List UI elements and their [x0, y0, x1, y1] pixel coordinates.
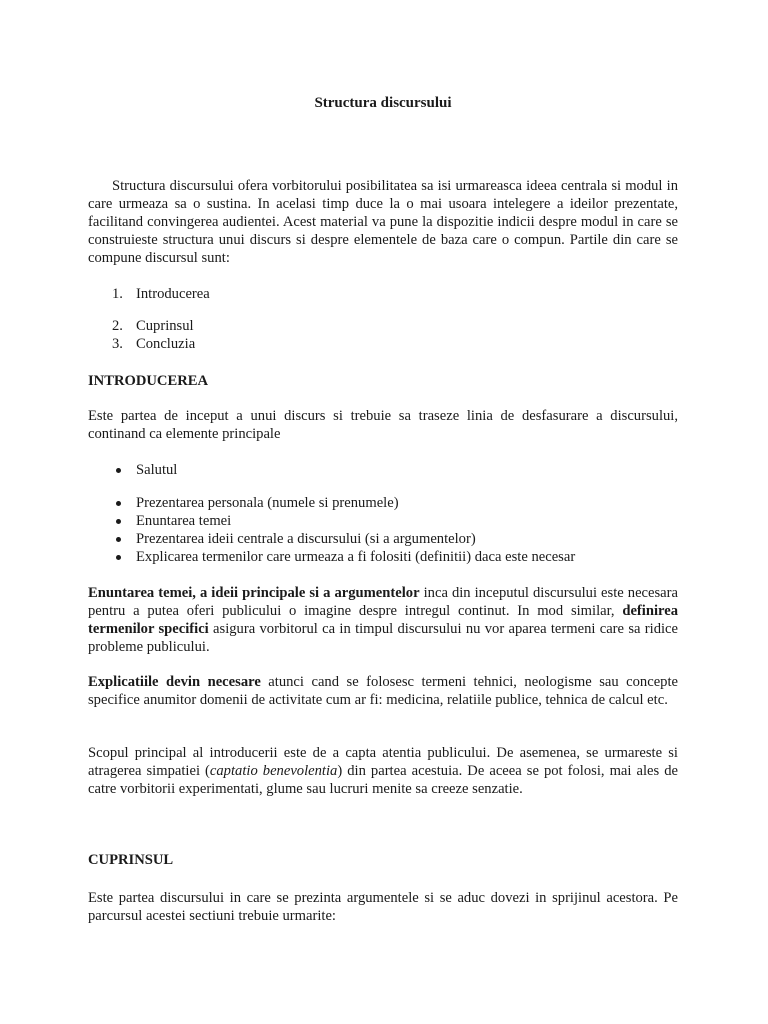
introducerea-paragraph: Este partea de inceput a unui discurs si trebuie sa traseze linia de desfasurare a discursului, continand ca elemente principale: [88, 408, 678, 442]
paragraph-text: asigura vorbitorul ca in timpul discursului nu vor aparea termeni care sa ridice probleme publicului.: [88, 621, 678, 655]
bullet-icon: [116, 519, 121, 524]
section-heading-cuprinsul: CUPRINSUL: [88, 852, 174, 868]
bullet-icon: [116, 537, 121, 542]
italic-phrase: captatio benevolentia: [209, 763, 338, 779]
list-item-label: Concluzia: [136, 336, 196, 352]
bullet-label: Explicarea termenilor care urmeaza a fi folositi (definitii) daca este necesar: [136, 549, 576, 565]
paragraph-text: atunci cand se folosesc termeni tehnici, neologisme sau concepte specifice anumitor domenii de activitate cum ar fi: medicina, relatiile publice, tehnica de calcul etc.: [88, 674, 679, 708]
bullet-label: Prezentarea ideii centrale a discursului (si a argumentelor): [136, 531, 476, 547]
introducerea-paragraph-2: [88, 584, 678, 656]
introducerea-paragraph-3: [88, 673, 678, 709]
cuprinsul-paragraph: Este partea discursului in care se prezinta argumentele si se aduc dovezi in sprijinul acestora. Pe parcursul acestei sectiuni trebuie urmarite:: [88, 890, 678, 924]
list-number: 3.: [112, 336, 123, 352]
list-number: 1.: [112, 286, 123, 302]
paragraph-text: Scopul principal al introducerii este de a capta atentia publicului. De asemenea, se urmareste si atragerea simpatiei (: [88, 745, 678, 779]
introducerea-paragraph-4: [88, 744, 678, 798]
list-number: 2.: [112, 318, 123, 334]
document-title: Structura discursului: [314, 95, 452, 111]
intro-paragraph: Structura discursului ofera vorbitorului posibilitatea sa isi urmareasca ideea centrala si modul in care urmeaza sa o sustina. In acelasi timp duce la o mai usoara intelegere a ideilor prezentate, facilitand convingerea audientei. Acest material va pune la dispozitie indicii despre modul in care se construieste structura unui discurs si despre elementele de baza care o compun. Partile din care se compune discursul sunt:: [88, 178, 678, 266]
bold-phrase: Explicatiile devin necesare: [88, 674, 261, 690]
bullet-label: Salutul: [136, 462, 178, 478]
bullet-icon: [116, 501, 121, 506]
bullet-label: Prezentarea personala (numele si prenumele): [136, 495, 399, 511]
section-heading-introducerea: INTRODUCEREA: [88, 373, 209, 389]
paragraph-text: inca din inceputul discursului este necesara pentru a putea oferi publicului o imagine despre intregul continut. In mod similar,: [88, 585, 678, 619]
bullet-icon: [116, 555, 121, 560]
list-item-label: Cuprinsul: [136, 318, 194, 334]
bullet-label: Enuntarea temei: [136, 513, 232, 529]
list-item-label: Introducerea: [136, 286, 210, 302]
bold-phrase: definirea termenilor specifici: [88, 603, 678, 637]
bullet-icon: [116, 468, 121, 473]
paragraph-text: ) din partea acestuia. De aceea se pot folosi, mai ales de catre vorbitorii experimentati, glume sau lucruri menite sa creeze senzatie.: [88, 763, 679, 797]
bold-phrase: Enuntarea temei, a ideii principale si a argumentelor: [88, 585, 420, 601]
